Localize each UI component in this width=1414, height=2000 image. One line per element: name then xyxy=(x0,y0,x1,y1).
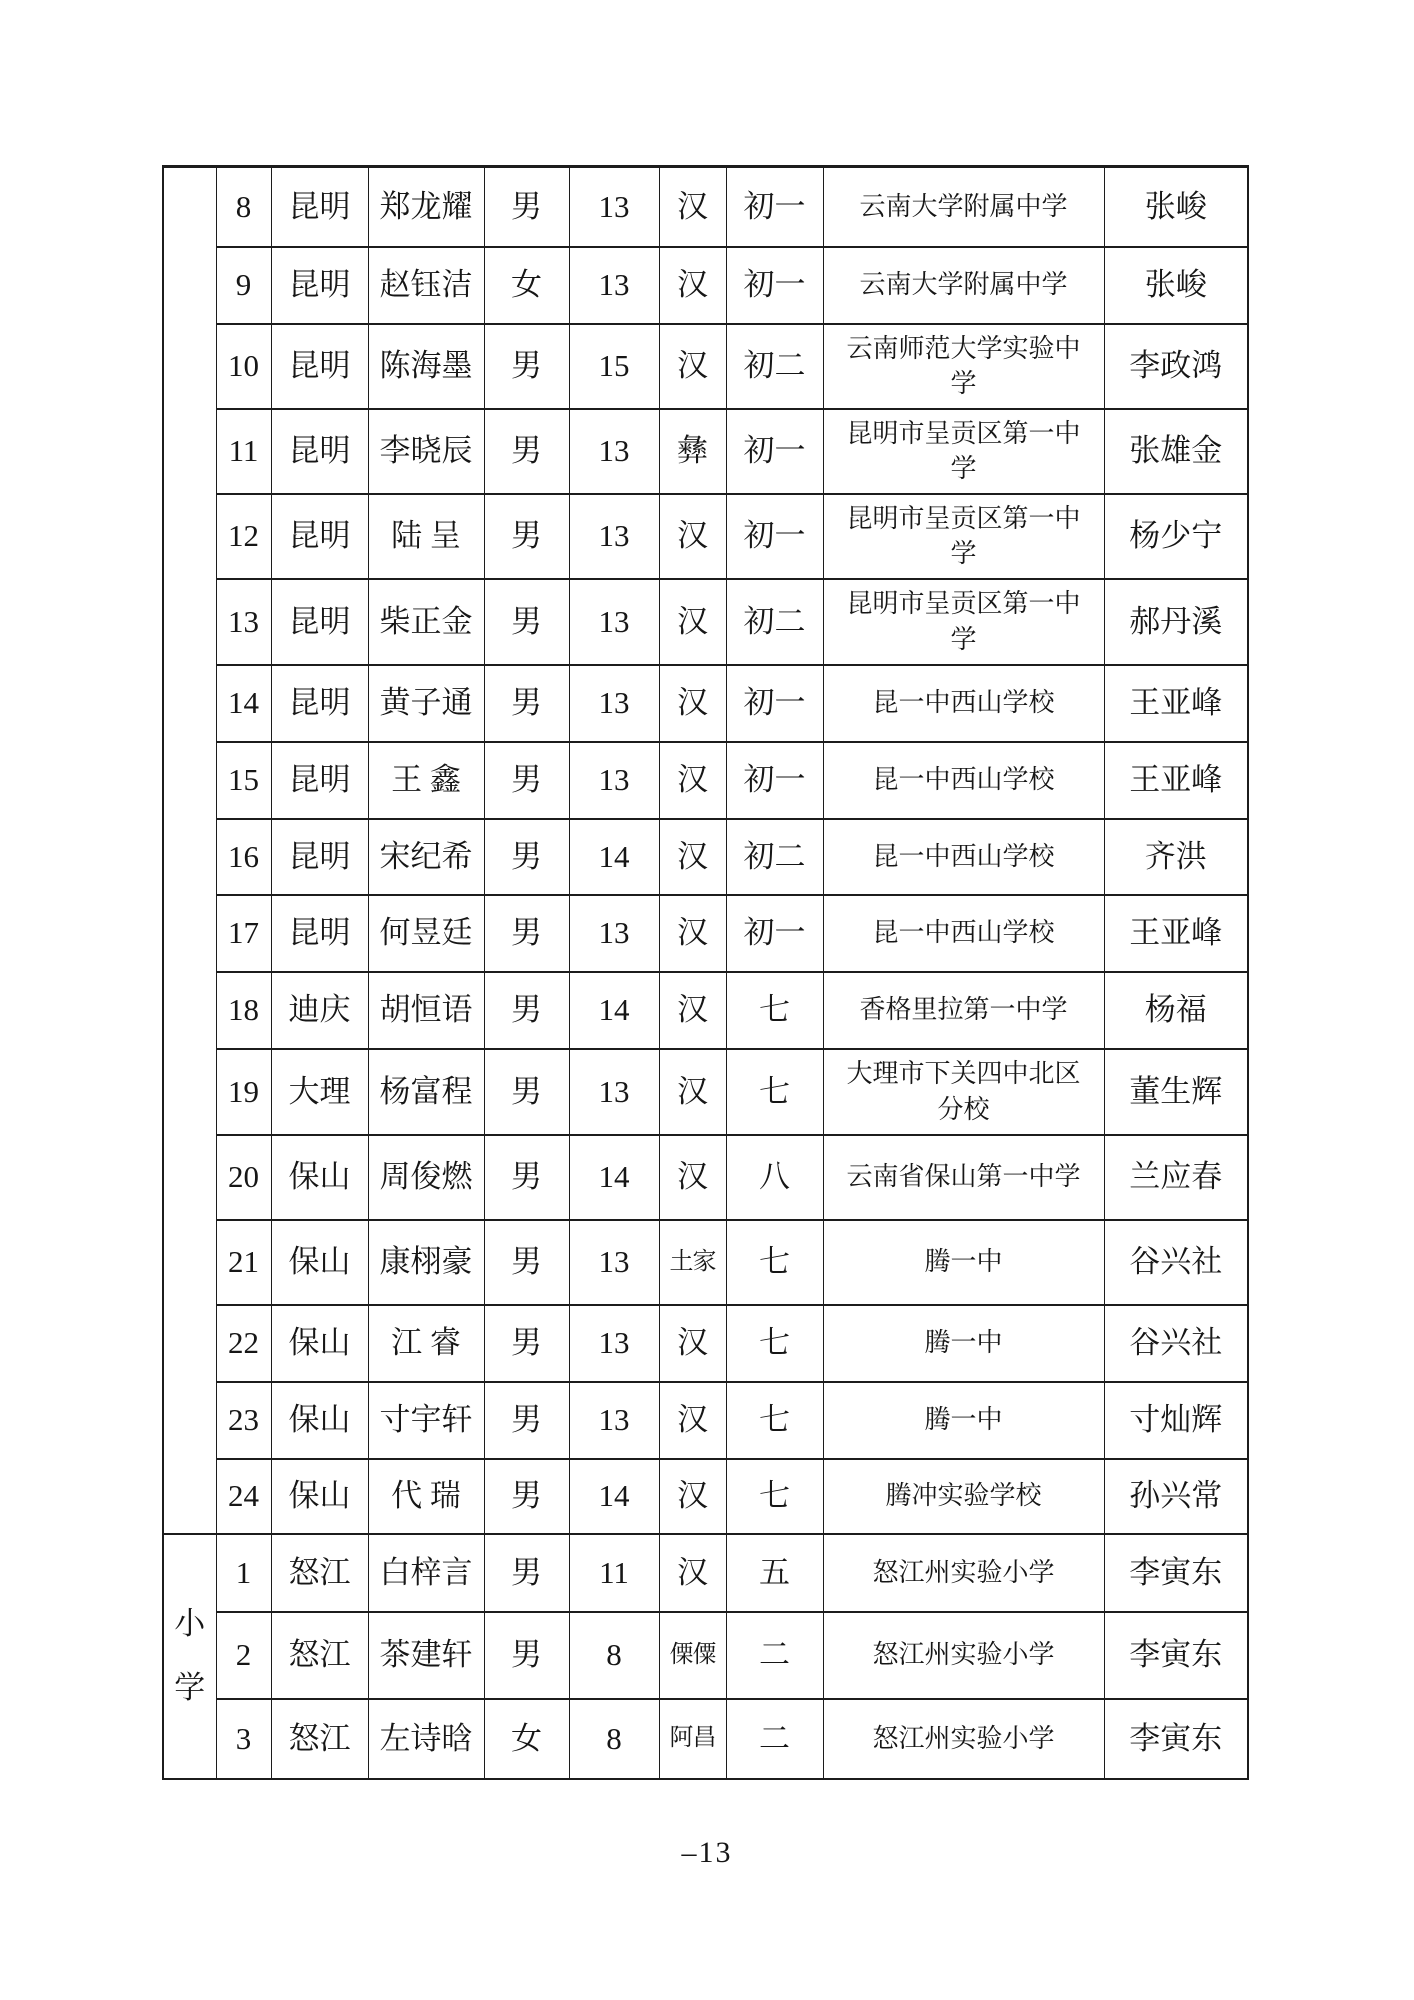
cell-name: 杨富程 xyxy=(368,1049,484,1135)
cell-num: 23 xyxy=(216,1382,271,1459)
cell-gender: 男 xyxy=(484,1534,569,1612)
cell-num: 10 xyxy=(216,324,271,409)
cell-school: 昆一中西山学校 xyxy=(823,742,1104,819)
cell-age: 13 xyxy=(569,1049,659,1135)
table-row xyxy=(163,1612,1248,1699)
cell-gender: 男 xyxy=(484,1459,569,1534)
table-row xyxy=(163,324,1248,409)
cell-city: 昆明 xyxy=(271,494,368,579)
cell-age: 13 xyxy=(569,579,659,665)
cell-ethnicity: 汉 xyxy=(659,579,726,665)
cell-grade: 初一 xyxy=(726,409,823,494)
table-row xyxy=(163,665,1248,742)
cell-num: 18 xyxy=(216,972,271,1049)
cell-age: 13 xyxy=(569,665,659,742)
cell-ethnicity: 汉 xyxy=(659,1382,726,1459)
cell-age: 8 xyxy=(569,1612,659,1699)
cell-school: 昆一中西山学校 xyxy=(823,819,1104,895)
cell-ethnicity: 土家 xyxy=(659,1220,726,1305)
cell-ethnicity: 彝 xyxy=(659,409,726,494)
cell-city: 昆明 xyxy=(271,247,368,324)
cell-grade: 初一 xyxy=(726,167,823,247)
cell-gender: 男 xyxy=(484,1305,569,1382)
cell-city: 迪庆 xyxy=(271,972,368,1049)
cell-gender: 男 xyxy=(484,1049,569,1135)
cell-teacher: 谷兴社 xyxy=(1104,1220,1248,1305)
cell-teacher: 李政鸿 xyxy=(1104,324,1248,409)
cell-num: 17 xyxy=(216,895,271,972)
cell-teacher: 王亚峰 xyxy=(1104,742,1248,819)
cell-age: 13 xyxy=(569,1305,659,1382)
cell-name: 陆 呈 xyxy=(368,494,484,579)
cell-gender: 男 xyxy=(484,972,569,1049)
cell-ethnicity: 汉 xyxy=(659,1534,726,1612)
cell-age: 14 xyxy=(569,819,659,895)
cell-ethnicity: 傈僳 xyxy=(659,1612,726,1699)
cell-teacher: 王亚峰 xyxy=(1104,665,1248,742)
cell-num: 1 xyxy=(216,1534,271,1612)
table-row xyxy=(163,1459,1248,1534)
cell-teacher: 王亚峰 xyxy=(1104,895,1248,972)
cell-grade: 初二 xyxy=(726,579,823,665)
page-number: –13 xyxy=(681,1836,733,1869)
cell-ethnicity: 汉 xyxy=(659,1049,726,1135)
cell-name: 周俊燃 xyxy=(368,1135,484,1220)
cell-ethnicity: 汉 xyxy=(659,1459,726,1534)
cell-num: 9 xyxy=(216,247,271,324)
cell-teacher: 寸灿辉 xyxy=(1104,1382,1248,1459)
cell-school: 昆明市呈贡区第一中学 xyxy=(823,494,1104,579)
cell-city: 昆明 xyxy=(271,579,368,665)
cell-ethnicity: 汉 xyxy=(659,494,726,579)
table-row xyxy=(163,895,1248,972)
cell-city: 昆明 xyxy=(271,324,368,409)
cell-name: 陈海墨 xyxy=(368,324,484,409)
cell-gender: 男 xyxy=(484,742,569,819)
group-label-primary-school: 小学 xyxy=(163,1534,216,1779)
cell-name: 左诗晗 xyxy=(368,1699,484,1779)
cell-school: 腾冲实验学校 xyxy=(823,1459,1104,1534)
cell-name: 寸宇轩 xyxy=(368,1382,484,1459)
cell-gender: 女 xyxy=(484,1699,569,1779)
cell-num: 13 xyxy=(216,579,271,665)
cell-age: 14 xyxy=(569,1459,659,1534)
cell-ethnicity: 汉 xyxy=(659,324,726,409)
table-row xyxy=(163,1049,1248,1135)
cell-name: 王 鑫 xyxy=(368,742,484,819)
cell-grade: 七 xyxy=(726,1220,823,1305)
cell-grade: 八 xyxy=(726,1135,823,1220)
cell-teacher: 郝丹溪 xyxy=(1104,579,1248,665)
cell-grade: 七 xyxy=(726,1049,823,1135)
cell-city: 昆明 xyxy=(271,742,368,819)
cell-name: 胡恒语 xyxy=(368,972,484,1049)
table-row xyxy=(163,1220,1248,1305)
cell-name: 白梓言 xyxy=(368,1534,484,1612)
table-row xyxy=(163,742,1248,819)
cell-teacher: 张峻 xyxy=(1104,167,1248,247)
cell-grade: 二 xyxy=(726,1699,823,1779)
cell-city: 昆明 xyxy=(271,819,368,895)
cell-gender: 男 xyxy=(484,1382,569,1459)
cell-city: 保山 xyxy=(271,1220,368,1305)
cell-age: 13 xyxy=(569,167,659,247)
cell-age: 14 xyxy=(569,1135,659,1220)
cell-gender: 男 xyxy=(484,819,569,895)
cell-school: 昆一中西山学校 xyxy=(823,895,1104,972)
cell-city: 昆明 xyxy=(271,167,368,247)
cell-city: 保山 xyxy=(271,1305,368,1382)
cell-age: 8 xyxy=(569,1699,659,1779)
cell-school: 腾一中 xyxy=(823,1305,1104,1382)
cell-ethnicity: 汉 xyxy=(659,819,726,895)
cell-ethnicity: 汉 xyxy=(659,895,726,972)
cell-age: 13 xyxy=(569,742,659,819)
cell-ethnicity: 汉 xyxy=(659,1305,726,1382)
cell-num: 8 xyxy=(216,167,271,247)
cell-school: 香格里拉第一中学 xyxy=(823,972,1104,1049)
cell-name: 代 瑞 xyxy=(368,1459,484,1534)
cell-grade: 初二 xyxy=(726,819,823,895)
cell-age: 13 xyxy=(569,895,659,972)
cell-teacher: 张峻 xyxy=(1104,247,1248,324)
cell-school: 昆明市呈贡区第一中学 xyxy=(823,409,1104,494)
cell-school: 云南师范大学实验中学 xyxy=(823,324,1104,409)
cell-grade: 初一 xyxy=(726,742,823,819)
cell-teacher: 杨福 xyxy=(1104,972,1248,1049)
cell-school: 云南大学附属中学 xyxy=(823,167,1104,247)
cell-num: 24 xyxy=(216,1459,271,1534)
cell-city: 怒江 xyxy=(271,1612,368,1699)
cell-age: 13 xyxy=(569,1382,659,1459)
cell-num: 21 xyxy=(216,1220,271,1305)
table-row xyxy=(163,409,1248,494)
cell-name: 黄子通 xyxy=(368,665,484,742)
cell-school: 云南省保山第一中学 xyxy=(823,1135,1104,1220)
cell-gender: 男 xyxy=(484,1220,569,1305)
cell-teacher: 孙兴常 xyxy=(1104,1459,1248,1534)
table-row xyxy=(163,167,1248,247)
cell-gender: 男 xyxy=(484,494,569,579)
cell-grade: 初一 xyxy=(726,665,823,742)
cell-ethnicity: 汉 xyxy=(659,247,726,324)
cell-gender: 男 xyxy=(484,1135,569,1220)
cell-school: 怒江州实验小学 xyxy=(823,1699,1104,1779)
table-row xyxy=(163,1135,1248,1220)
cell-age: 11 xyxy=(569,1534,659,1612)
cell-teacher: 齐洪 xyxy=(1104,819,1248,895)
cell-age: 13 xyxy=(569,494,659,579)
cell-age: 15 xyxy=(569,324,659,409)
cell-num: 3 xyxy=(216,1699,271,1779)
table-row xyxy=(163,819,1248,895)
cell-grade: 初一 xyxy=(726,895,823,972)
cell-num: 14 xyxy=(216,665,271,742)
cell-gender: 男 xyxy=(484,409,569,494)
cell-grade: 二 xyxy=(726,1612,823,1699)
cell-grade: 七 xyxy=(726,1305,823,1382)
cell-name: 赵钰洁 xyxy=(368,247,484,324)
cell-school: 云南大学附属中学 xyxy=(823,247,1104,324)
table-row xyxy=(163,972,1248,1049)
cell-num: 12 xyxy=(216,494,271,579)
cell-ethnicity: 汉 xyxy=(659,1135,726,1220)
cell-name: 李晓辰 xyxy=(368,409,484,494)
cell-gender: 男 xyxy=(484,665,569,742)
cell-school: 昆一中西山学校 xyxy=(823,665,1104,742)
cell-age: 13 xyxy=(569,1220,659,1305)
cell-school: 腾一中 xyxy=(823,1220,1104,1305)
cell-num: 2 xyxy=(216,1612,271,1699)
cell-ethnicity: 汉 xyxy=(659,742,726,819)
cell-grade: 七 xyxy=(726,1382,823,1459)
cell-teacher: 董生辉 xyxy=(1104,1049,1248,1135)
cell-gender: 女 xyxy=(484,247,569,324)
cell-ethnicity: 汉 xyxy=(659,167,726,247)
cell-grade: 初一 xyxy=(726,247,823,324)
cell-grade: 五 xyxy=(726,1534,823,1612)
cell-ethnicity: 汉 xyxy=(659,972,726,1049)
cell-name: 何昱廷 xyxy=(368,895,484,972)
group-label-middle-school xyxy=(163,167,216,1534)
table-row xyxy=(163,494,1248,579)
cell-school: 怒江州实验小学 xyxy=(823,1534,1104,1612)
cell-num: 20 xyxy=(216,1135,271,1220)
cell-city: 昆明 xyxy=(271,665,368,742)
cell-school: 昆明市呈贡区第一中学 xyxy=(823,579,1104,665)
cell-teacher: 李寅东 xyxy=(1104,1612,1248,1699)
cell-teacher: 张雄金 xyxy=(1104,409,1248,494)
cell-name: 茶建轩 xyxy=(368,1612,484,1699)
cell-ethnicity: 汉 xyxy=(659,665,726,742)
table-row xyxy=(163,1382,1248,1459)
table-row xyxy=(163,1534,1248,1612)
cell-city: 保山 xyxy=(271,1135,368,1220)
cell-gender: 男 xyxy=(484,579,569,665)
student-roster-table xyxy=(162,165,1249,1780)
cell-teacher: 李寅东 xyxy=(1104,1699,1248,1779)
table-row xyxy=(163,247,1248,324)
roster-body xyxy=(163,167,1248,1779)
cell-name: 宋纪希 xyxy=(368,819,484,895)
cell-name: 郑龙耀 xyxy=(368,167,484,247)
cell-grade: 初一 xyxy=(726,494,823,579)
cell-city: 昆明 xyxy=(271,895,368,972)
cell-age: 13 xyxy=(569,247,659,324)
cell-ethnicity: 阿昌 xyxy=(659,1699,726,1779)
cell-age: 14 xyxy=(569,972,659,1049)
cell-grade: 初二 xyxy=(726,324,823,409)
table-row xyxy=(163,1305,1248,1382)
cell-gender: 男 xyxy=(484,1612,569,1699)
cell-grade: 七 xyxy=(726,1459,823,1534)
cell-grade: 七 xyxy=(726,972,823,1049)
cell-num: 11 xyxy=(216,409,271,494)
cell-teacher: 谷兴社 xyxy=(1104,1305,1248,1382)
cell-city: 保山 xyxy=(271,1459,368,1534)
cell-gender: 男 xyxy=(484,895,569,972)
cell-name: 江 睿 xyxy=(368,1305,484,1382)
cell-teacher: 李寅东 xyxy=(1104,1534,1248,1612)
cell-num: 16 xyxy=(216,819,271,895)
cell-school: 怒江州实验小学 xyxy=(823,1612,1104,1699)
cell-teacher: 兰应春 xyxy=(1104,1135,1248,1220)
cell-gender: 男 xyxy=(484,324,569,409)
cell-num: 22 xyxy=(216,1305,271,1382)
table-row xyxy=(163,1699,1248,1779)
cell-age: 13 xyxy=(569,409,659,494)
cell-num: 15 xyxy=(216,742,271,819)
cell-name: 康栩豪 xyxy=(368,1220,484,1305)
cell-teacher: 杨少宁 xyxy=(1104,494,1248,579)
cell-school: 腾一中 xyxy=(823,1382,1104,1459)
cell-gender: 男 xyxy=(484,167,569,247)
cell-city: 大理 xyxy=(271,1049,368,1135)
cell-num: 19 xyxy=(216,1049,271,1135)
cell-city: 保山 xyxy=(271,1382,368,1459)
cell-city: 怒江 xyxy=(271,1534,368,1612)
cell-city: 怒江 xyxy=(271,1699,368,1779)
cell-school: 大理市下关四中北区分校 xyxy=(823,1049,1104,1135)
table-row xyxy=(163,579,1248,665)
cell-city: 昆明 xyxy=(271,409,368,494)
cell-name: 柴正金 xyxy=(368,579,484,665)
